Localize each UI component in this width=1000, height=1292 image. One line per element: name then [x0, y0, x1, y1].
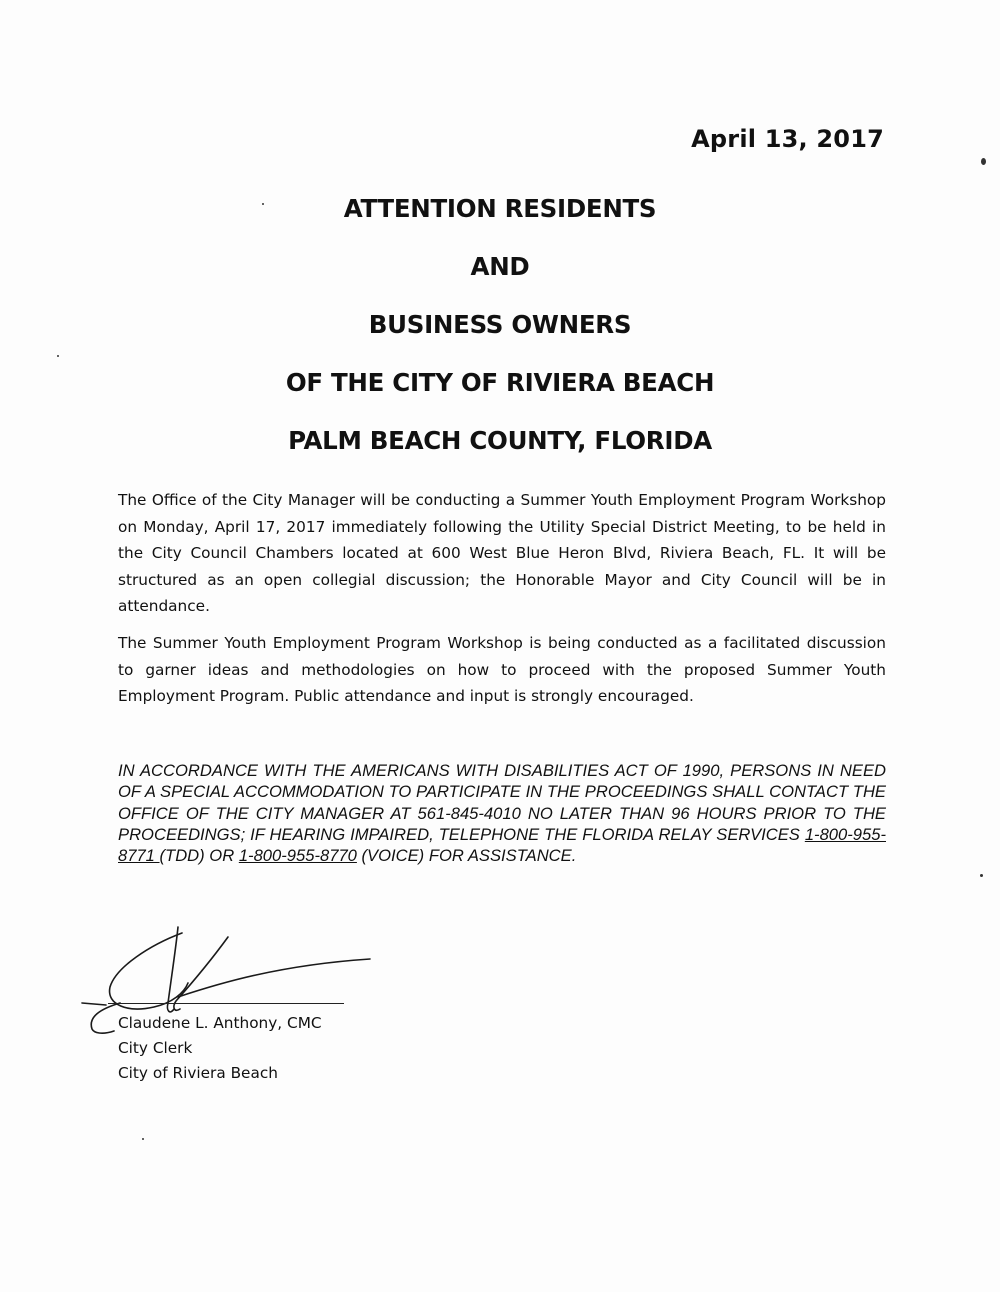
notice-headings: [0, 180, 1000, 470]
ada-notice-text-3: (VOICE) FOR ASSISTANCE.: [356, 846, 577, 866]
signer-name: Claudene L. Anthony, CMC: [118, 1014, 322, 1032]
body-paragraph-2: The Summer Youth Employment Program Workshop is being conducted as a facilitated discussion to garner ideas and methodologies on how to proceed with the proposed Summer Youth Employment Program. Public attendance and input is strongly encouraged.: [118, 634, 886, 705]
signer-title: City Clerk: [118, 1039, 193, 1057]
heading-line-1: ATTENTION RESIDENTS: [343, 194, 657, 223]
scan-speck: [981, 158, 986, 165]
scan-speck: [142, 1138, 144, 1140]
signature-line: [108, 1003, 344, 1004]
tdd-phone-number: 1-800-955-8771: [118, 824, 886, 866]
signer-organization: City of Riviera Beach: [118, 1064, 278, 1082]
heading-line-2: AND: [470, 252, 530, 281]
voice-phone-number: 1-800-955-8770: [238, 846, 357, 866]
scan-speck: [980, 874, 983, 877]
body-paragraph-1: The Office of the City Manager will be conducting a Summer Youth Employment Program Workshop on Monday, April 17, 2017 immediately following the Utility Special District Meeting, to be held in the City Council Chambers located at 600 West Blue Heron Blvd, Riviera Beach, FL. It will be structured as an open collegial discussion; the Honorable Mayor and City Council will be in attendance.: [118, 491, 886, 615]
signer-block: [118, 1011, 322, 1086]
heading-line-4: OF THE CITY OF RIVIERA BEACH: [285, 368, 715, 397]
heading-line-3: BUSINESS OWNERS: [368, 310, 632, 339]
scan-speck: [57, 355, 59, 357]
scan-speck: [262, 203, 264, 205]
ada-notice-text-1: IN ACCORDANCE WITH THE AMERICANS WITH DISABILITIES ACT OF 1990, PERSONS IN NEED OF A SPECIAL ACCOMMODATION TO PARTICIPATE IN THE PROCEEDINGS SHALL CONTACT THE OFFICE OF THE CITY MANAGER AT 561-845-4010 NO LATER THAN 96 HOURS PRIOR TO THE PROCEEDINGS; IF HEARING IMPAIRED, TELEPHONE THE FLORIDA RELAY SERVICES: [118, 761, 886, 844]
ada-notice: [118, 760, 886, 866]
notice-date: April 13, 2017: [691, 125, 884, 153]
ada-notice-text-2: (TDD) OR: [159, 846, 239, 866]
heading-line-5: PALM BEACH COUNTY, FLORIDA: [288, 426, 712, 455]
